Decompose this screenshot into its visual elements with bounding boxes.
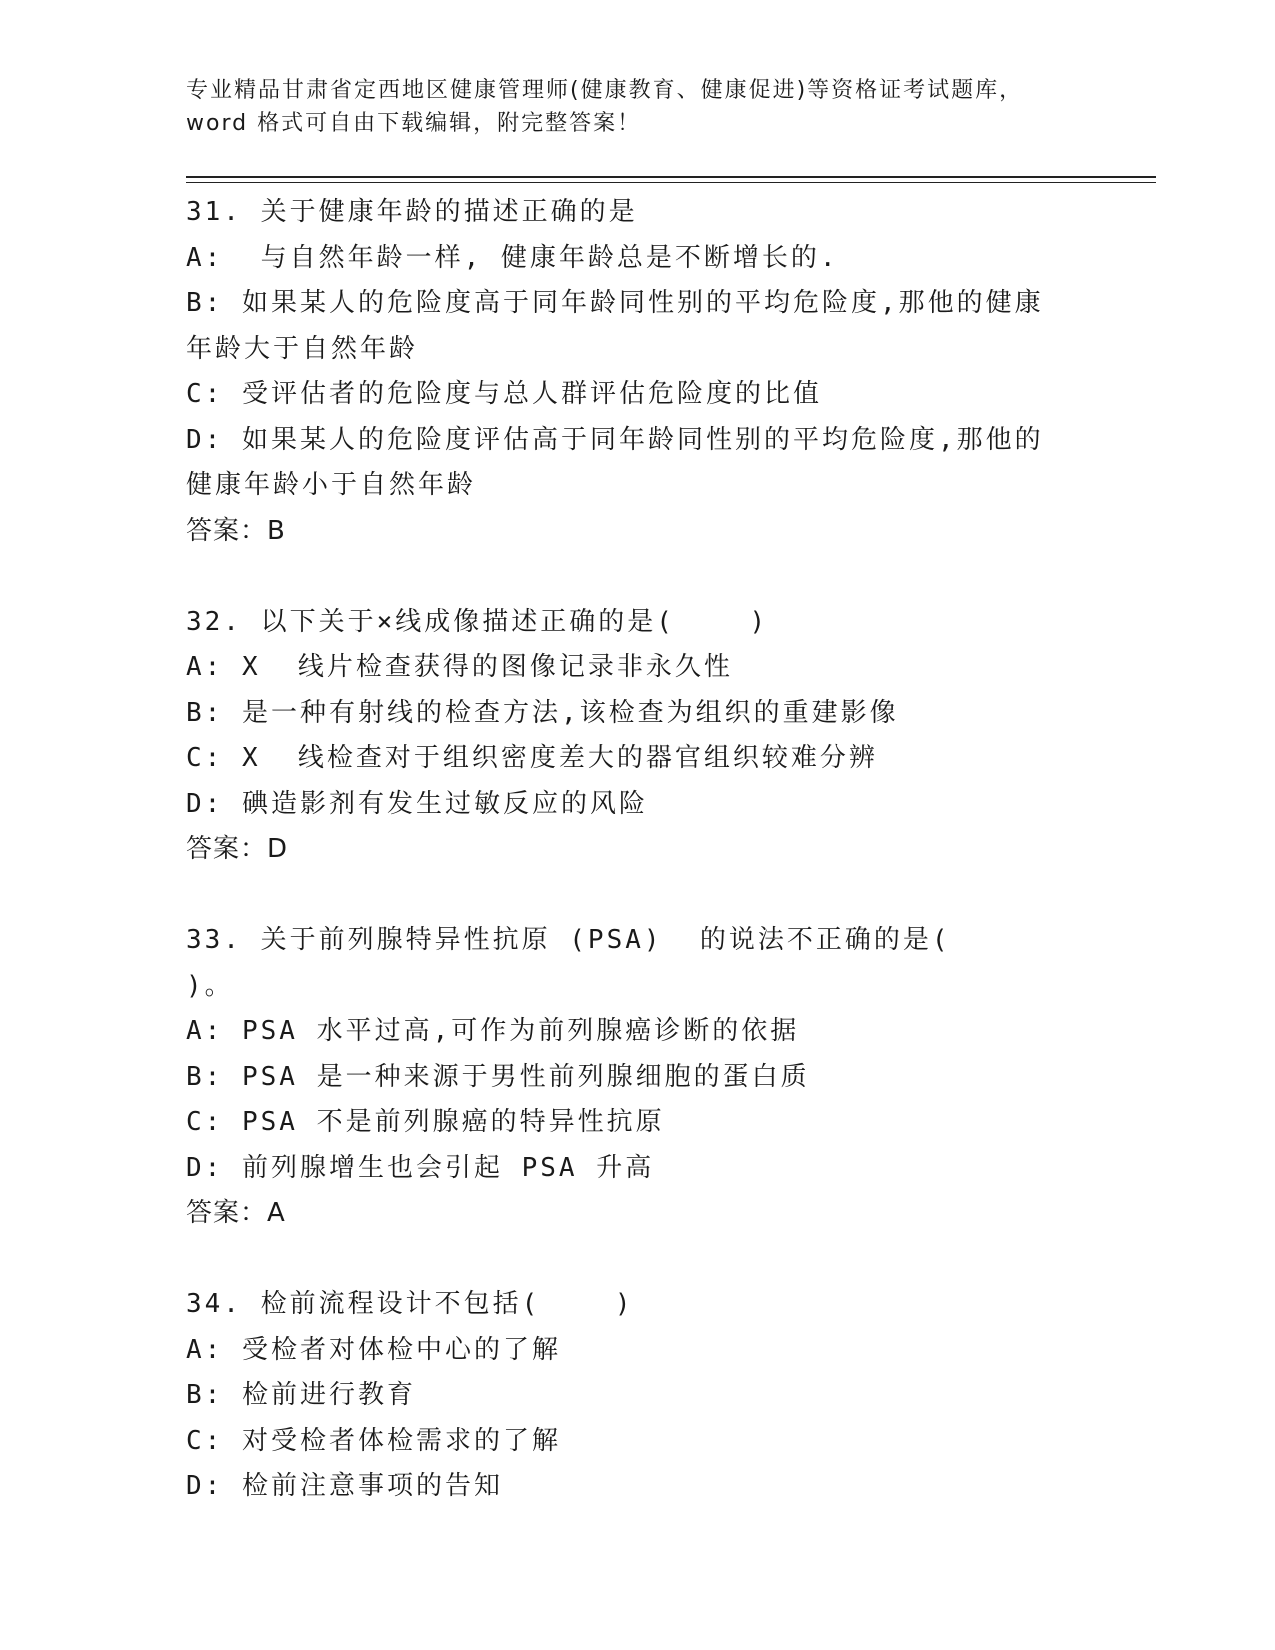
option-d: D: 检前注意事项的告知 [186, 1471, 503, 1501]
question-33 [186, 918, 1046, 1236]
option-a: A: 受检者对体检中心的了解 [186, 1334, 561, 1365]
option-d: D: 碘造影剂有发生过敏反应的风险 [186, 788, 648, 819]
question-stem: 33. 关于前列腺特异性抗原 (PSA) 的说法不正确的是( )。 [186, 925, 1026, 1001]
answer: 答案：B [186, 515, 286, 546]
option-c: C: PSA 不是前列腺癌的特异性抗原 [186, 1107, 665, 1137]
answer: 答案：A [186, 1198, 286, 1228]
header-title-line: 专业精品甘肃省定西地区健康管理师(健康教育、健康促进)等资格证考试题库， [186, 78, 1024, 103]
option-b: B: 是一种有射线的检查方法,该检查为组织的重建影像 [186, 697, 899, 728]
option-c: C: 受评估者的危险度与总人群评估危险度的比值 [186, 379, 822, 409]
header-rule-thick [186, 176, 1156, 178]
question-34 [186, 1282, 1046, 1510]
option-a: A: X 线片检查获得的图像记录非永久性 [186, 652, 733, 682]
option-d: D: 如果某人的危险度评估高于同年龄同性别的平均危险度,那他的健康年龄小于自然年龄 [186, 424, 1044, 500]
question-31 [186, 190, 1046, 554]
option-b: B: 检前进行教育 [186, 1380, 416, 1410]
question-list [186, 190, 1046, 1556]
option-d: D: 前列腺增生也会引起 PSA 升高 [186, 1152, 655, 1183]
option-c: C: 对受检者体检需求的了解 [186, 1425, 561, 1456]
question-stem: 32. 以下关于×线成像描述正确的是( ) [186, 606, 769, 637]
header-subtitle-line: word 格式可自由下载编辑，附完整答案！ [186, 111, 642, 136]
option-b: B: 如果某人的危险度高于同年龄同性别的平均危险度,那他的健康年龄大于自然年龄 [186, 288, 1044, 364]
option-a: A: PSA 水平过高,可作为前列腺癌诊断的依据 [186, 1016, 800, 1046]
answer: 答案：D [186, 834, 289, 864]
question-stem: 31. 关于健康年龄的描述正确的是 [186, 197, 638, 227]
header-rule-thin [186, 182, 1156, 183]
question-32 [186, 600, 1046, 873]
document-header [186, 74, 1046, 140]
question-stem: 34. 检前流程设计不包括( ) [186, 1289, 634, 1319]
option-b: B: PSA 是一种来源于男性前列腺细胞的蛋白质 [186, 1061, 810, 1092]
option-c: C: X 线检查对于组织密度差大的器官组织较难分辨 [186, 743, 878, 773]
option-a: A: 与自然年龄一样, 健康年龄总是不断增长的. [186, 242, 839, 273]
